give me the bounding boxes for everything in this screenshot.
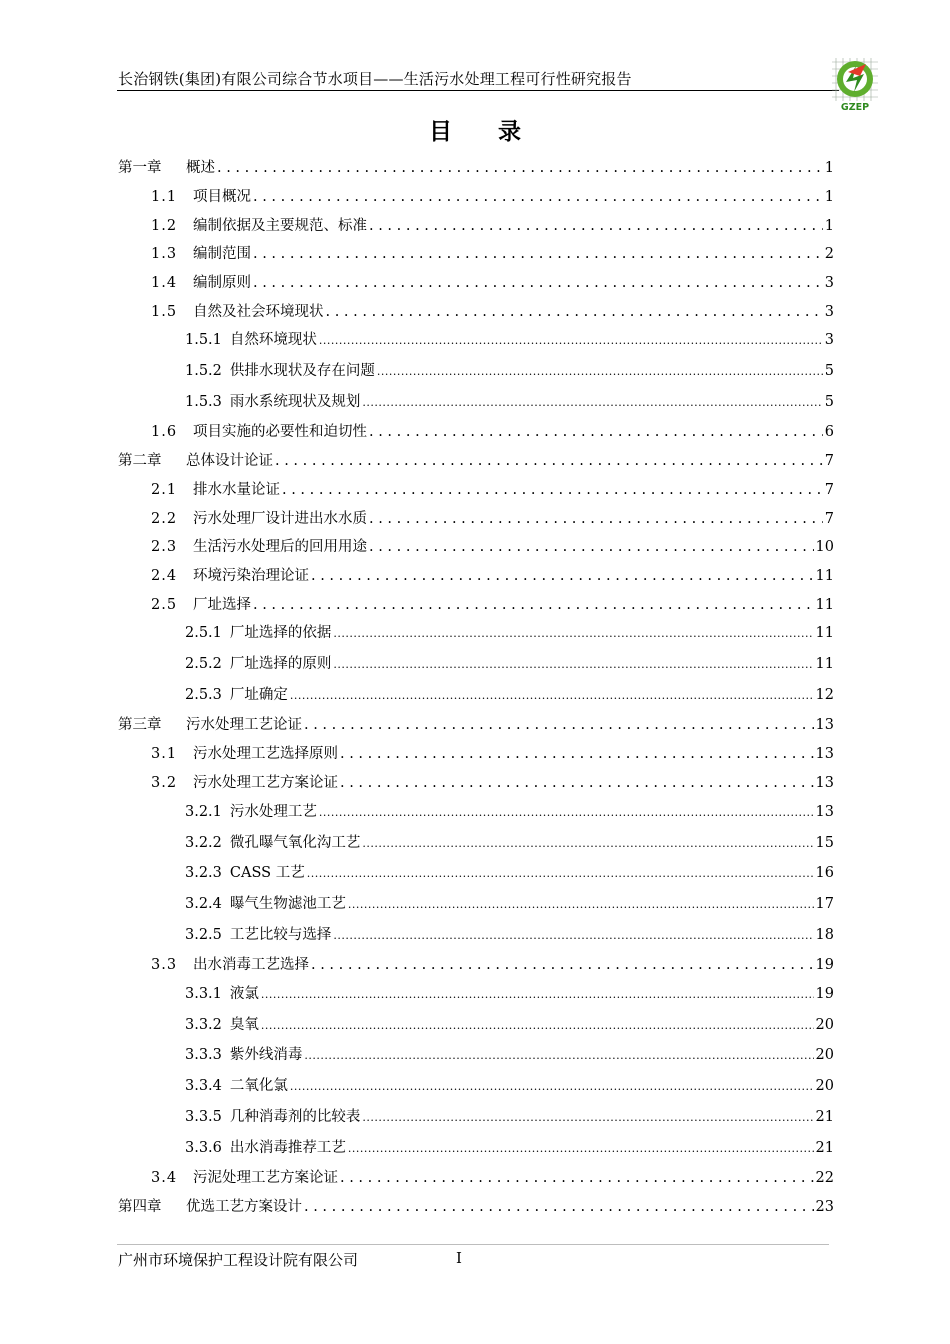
toc-entry-page: 1 [824, 218, 834, 234]
toc-entry-page: 3 [824, 275, 834, 291]
toc-dot-leader [369, 215, 823, 237]
toc-entry[interactable] [118, 1196, 834, 1218]
toc-entry-title: 污水处理厂设计进出水水质 [193, 511, 367, 527]
toc-entry-page: 20 [815, 1017, 834, 1033]
toc-entry-title: 曝气生物滤池工艺 [229, 896, 346, 912]
toc-entry[interactable] [151, 186, 834, 208]
toc-entry-number: 1.2 [151, 218, 178, 234]
toc-entry-page: 7 [824, 453, 834, 469]
toc-entry-number: 2.1 [151, 482, 178, 498]
toc-entry-page: 13 [815, 746, 834, 762]
toc-entry-number: 1.1 [151, 189, 178, 205]
toc-entry-number: 第二章 [118, 453, 162, 469]
toc-dot-leader [319, 329, 823, 352]
toc-entry-title: 厂址选择的原则 [229, 656, 332, 672]
toc-dot-leader [275, 450, 823, 472]
toc-entry[interactable] [151, 301, 834, 323]
toc-entry[interactable] [185, 622, 834, 644]
toc-entry-number: 3.1 [151, 746, 178, 762]
toc-entry-title: 污水处理工艺方案论证 [193, 775, 338, 791]
toc-entry-page: 7 [824, 482, 834, 498]
toc-entry-page: 19 [815, 986, 834, 1002]
toc-entry-title: 编制原则 [193, 275, 251, 291]
toc-entry-title: 排水水量论证 [193, 482, 280, 498]
toc-entry-number: 1.3 [151, 246, 178, 262]
toc-entry-title: 几种消毒剂的比较表 [229, 1109, 361, 1125]
toc-entry-title: 出水消毒推荐工艺 [229, 1140, 346, 1156]
toc-entry-page: 23 [815, 1199, 834, 1215]
toc-dot-leader [311, 565, 814, 587]
toc-entry-title: 编制依据及主要规范、标准 [193, 218, 367, 234]
toc-dot-leader [253, 272, 823, 294]
toc-title: 目录 [429, 119, 567, 145]
toc-entry-page: 5 [824, 363, 834, 379]
toc-entry[interactable] [185, 329, 834, 351]
toc-dot-leader [340, 743, 814, 765]
toc-entry-title: 总体设计论证 [186, 453, 273, 469]
toc-entry-title: 项目概况 [193, 189, 251, 205]
toc-entry-number: 3.2.3 [185, 865, 222, 881]
toc-entry[interactable] [151, 772, 834, 794]
toc-dot-leader [261, 1014, 814, 1037]
toc-entry-number: 3.2.4 [185, 896, 222, 912]
toc-entry-number: 3.3 [151, 957, 178, 973]
toc-dot-leader [304, 1044, 813, 1067]
toc-entry-title: 紫外线消毒 [229, 1047, 303, 1063]
toc-entry-number: 1.4 [151, 275, 178, 291]
toc-dot-leader [348, 893, 814, 916]
toc-entry-title: 液氯 [229, 986, 259, 1002]
toc-dot-leader [253, 594, 814, 616]
toc-entry-title: 厂址选择 [193, 597, 251, 613]
toc-entry-number: 1.6 [151, 424, 178, 440]
toc-entry-page: 10 [815, 539, 834, 555]
toc-entry-number: 1.5 [151, 304, 178, 320]
toc-dot-leader [304, 1196, 814, 1218]
toc-dot-leader [307, 862, 814, 885]
toc-entry[interactable] [185, 832, 834, 854]
toc-entry-title: 污水处理工艺选择原则 [193, 746, 338, 762]
toc-dot-leader [369, 508, 823, 530]
toc-dot-leader [369, 536, 814, 558]
toc-dot-leader [333, 653, 813, 676]
toc-entry-number: 3.2 [151, 775, 178, 791]
toc-entry-title: 微孔曝气氧化沟工艺 [229, 835, 361, 851]
toc-entry-page: 13 [815, 775, 834, 791]
toc-entry-title: 供排水现状及存在问题 [229, 363, 375, 379]
toc-dot-leader [319, 801, 814, 824]
header-title: 长治钢铁(集团)有限公司综合节水项目——生活污水处理工程可行性研究报告 [118, 70, 632, 88]
toc-entry[interactable] [185, 924, 834, 946]
toc-entry-title: 自然及社会环境现状 [193, 304, 324, 320]
toc-entry[interactable] [151, 743, 834, 765]
toc-entry[interactable] [185, 1075, 834, 1097]
toc-entry[interactable] [151, 594, 834, 616]
toc-entry[interactable] [185, 983, 834, 1005]
toc-entry-page: 1 [824, 189, 834, 205]
toc-dot-leader [261, 983, 814, 1006]
toc-dot-leader [340, 772, 814, 794]
toc-dot-leader [362, 1106, 813, 1129]
toc-entry-number: 第三章 [118, 717, 162, 733]
toc-entry-page: 5 [824, 394, 834, 410]
toc-entry-title: 环境污染治理论证 [193, 568, 309, 584]
toc-entry-page: 12 [815, 687, 834, 703]
toc-entry-number: 2.4 [151, 568, 178, 584]
toc-entry-number: 3.2.5 [185, 927, 222, 943]
toc-entry-title: 二氧化氯 [229, 1078, 288, 1094]
toc-entry[interactable] [185, 684, 834, 706]
toc-dot-leader [362, 391, 822, 414]
toc-entry[interactable] [151, 215, 834, 237]
toc-entry-page: 22 [815, 1170, 834, 1186]
toc-dot-leader [253, 243, 823, 265]
toc-dot-leader [333, 622, 813, 645]
toc-dot-leader [377, 360, 823, 383]
footer-rule [117, 1244, 829, 1245]
toc-entry[interactable] [151, 508, 834, 530]
footer-page-number: I [456, 1249, 462, 1267]
toc-entry-page: 13 [815, 804, 834, 820]
toc-dot-leader [282, 479, 823, 501]
toc-entry-title: 厂址确定 [229, 687, 288, 703]
toc-entry-page: 20 [815, 1078, 834, 1094]
toc-entry-title: 自然环境现状 [229, 332, 317, 348]
toc-entry-page: 11 [815, 597, 834, 613]
toc-dot-leader [326, 301, 823, 323]
header-rule [117, 90, 839, 91]
toc-dot-leader [304, 714, 814, 736]
toc-entry-number: 1.5.2 [185, 363, 222, 379]
toc-entry-number: 3.3.4 [185, 1078, 222, 1094]
toc-entry[interactable] [151, 565, 834, 587]
toc-entry-page: 15 [815, 835, 834, 851]
toc-dot-leader [348, 1137, 814, 1160]
toc-entry[interactable] [185, 653, 834, 675]
toc-entry[interactable] [151, 272, 834, 294]
toc-entry-page: 11 [815, 656, 834, 672]
toc-entry[interactable] [185, 801, 834, 823]
toc-entry-number: 3.2.1 [185, 804, 222, 820]
toc-entry-number: 3.3.5 [185, 1109, 222, 1125]
toc-entry[interactable] [151, 479, 834, 501]
toc-dot-leader [362, 832, 813, 855]
toc-entry-number: 1.5.1 [185, 332, 222, 348]
toc-entry[interactable] [185, 1106, 834, 1128]
toc-entry-title: CASS 工艺 [229, 865, 305, 881]
toc-entry-page: 3 [824, 332, 834, 348]
toc-entry[interactable] [185, 1137, 834, 1159]
footer-company: 广州市环境保护工程设计院有限公司 [118, 1251, 359, 1269]
toc-entry-page: 6 [824, 424, 834, 440]
toc-entry-title: 优选工艺方案设计 [186, 1199, 302, 1215]
toc-entry-number: 3.3.1 [185, 986, 222, 1002]
toc-entry-page: 19 [815, 957, 834, 973]
toc-entry-title: 概述 [186, 160, 215, 176]
toc-dot-leader [333, 924, 813, 947]
logo-text: GZEP [840, 102, 870, 113]
toc-entry[interactable] [151, 243, 834, 265]
toc-entry[interactable] [118, 714, 834, 736]
toc-entry-title: 生活污水处理后的回用用途 [193, 539, 367, 555]
toc-entry-page: 2 [824, 246, 834, 262]
toc-entry-number: 3.2.2 [185, 835, 222, 851]
toc-entry-title: 厂址选择的依据 [229, 625, 332, 641]
toc-entry[interactable] [185, 893, 834, 915]
toc-entry-number: 第一章 [118, 160, 162, 176]
toc-entry-number: 2.5.3 [185, 687, 222, 703]
toc-dot-leader [290, 684, 814, 707]
toc-entry-title: 雨水系统现状及规划 [229, 394, 361, 410]
toc-entry-number: 1.5.3 [185, 394, 222, 410]
toc-entry-page: 11 [815, 625, 834, 641]
toc-dot-leader [217, 157, 823, 179]
toc-entry[interactable] [185, 862, 834, 884]
toc-entry-page: 3 [824, 304, 834, 320]
toc-entry-page: 13 [815, 717, 834, 733]
toc-entry-title: 污水处理工艺论证 [186, 717, 302, 733]
toc-entry[interactable] [185, 391, 834, 413]
toc-entry-number: 2.5.2 [185, 656, 222, 672]
toc-entry-page: 21 [815, 1140, 834, 1156]
toc-entry-number: 第四章 [118, 1199, 162, 1215]
toc-dot-leader [369, 421, 823, 443]
toc-dot-leader [311, 954, 814, 976]
toc-entry[interactable] [185, 1014, 834, 1036]
toc-entry-page: 16 [815, 865, 834, 881]
toc-entry-title: 编制范围 [193, 246, 251, 262]
toc-entry[interactable] [185, 360, 834, 382]
toc-entry-title: 出水消毒工艺选择 [193, 957, 309, 973]
toc-entry-page: 17 [815, 896, 834, 912]
toc-entry[interactable] [151, 421, 834, 443]
toc-entry[interactable] [151, 536, 834, 558]
toc-entry-title: 污水处理工艺 [229, 804, 317, 820]
toc-entry[interactable] [185, 1044, 834, 1066]
toc-entry-page: 20 [815, 1047, 834, 1063]
gzep-logo-icon [826, 52, 884, 114]
toc-entry-page: 18 [815, 927, 834, 943]
toc-entry[interactable] [118, 157, 834, 179]
toc-dot-leader [290, 1075, 814, 1098]
toc-entry[interactable] [118, 450, 834, 472]
toc-entry-page: 1 [824, 160, 834, 176]
toc-entry-number: 3.4 [151, 1170, 178, 1186]
toc-entry-page: 7 [824, 511, 834, 527]
toc-entry-number: 3.3.2 [185, 1017, 222, 1033]
toc-entry-number: 3.3.6 [185, 1140, 222, 1156]
toc-entry-title: 工艺比较与选择 [229, 927, 332, 943]
toc-entry-title: 污泥处理工艺方案论证 [193, 1170, 338, 1186]
toc-dot-leader [340, 1167, 814, 1189]
toc-entry-number: 2.5 [151, 597, 178, 613]
toc-entry-page: 21 [815, 1109, 834, 1125]
toc-entry-number: 3.3.3 [185, 1047, 222, 1063]
toc-entry-page: 11 [815, 568, 834, 584]
toc-entry[interactable] [151, 954, 834, 976]
toc-entry-number: 2.2 [151, 511, 178, 527]
toc-entry-number: 2.5.1 [185, 625, 222, 641]
toc-entry-title: 臭氧 [229, 1017, 259, 1033]
toc-entry-title: 项目实施的必要性和迫切性 [193, 424, 367, 440]
toc-dot-leader [253, 186, 823, 208]
toc-entry-number: 2.3 [151, 539, 178, 555]
toc-entry[interactable] [151, 1167, 834, 1189]
